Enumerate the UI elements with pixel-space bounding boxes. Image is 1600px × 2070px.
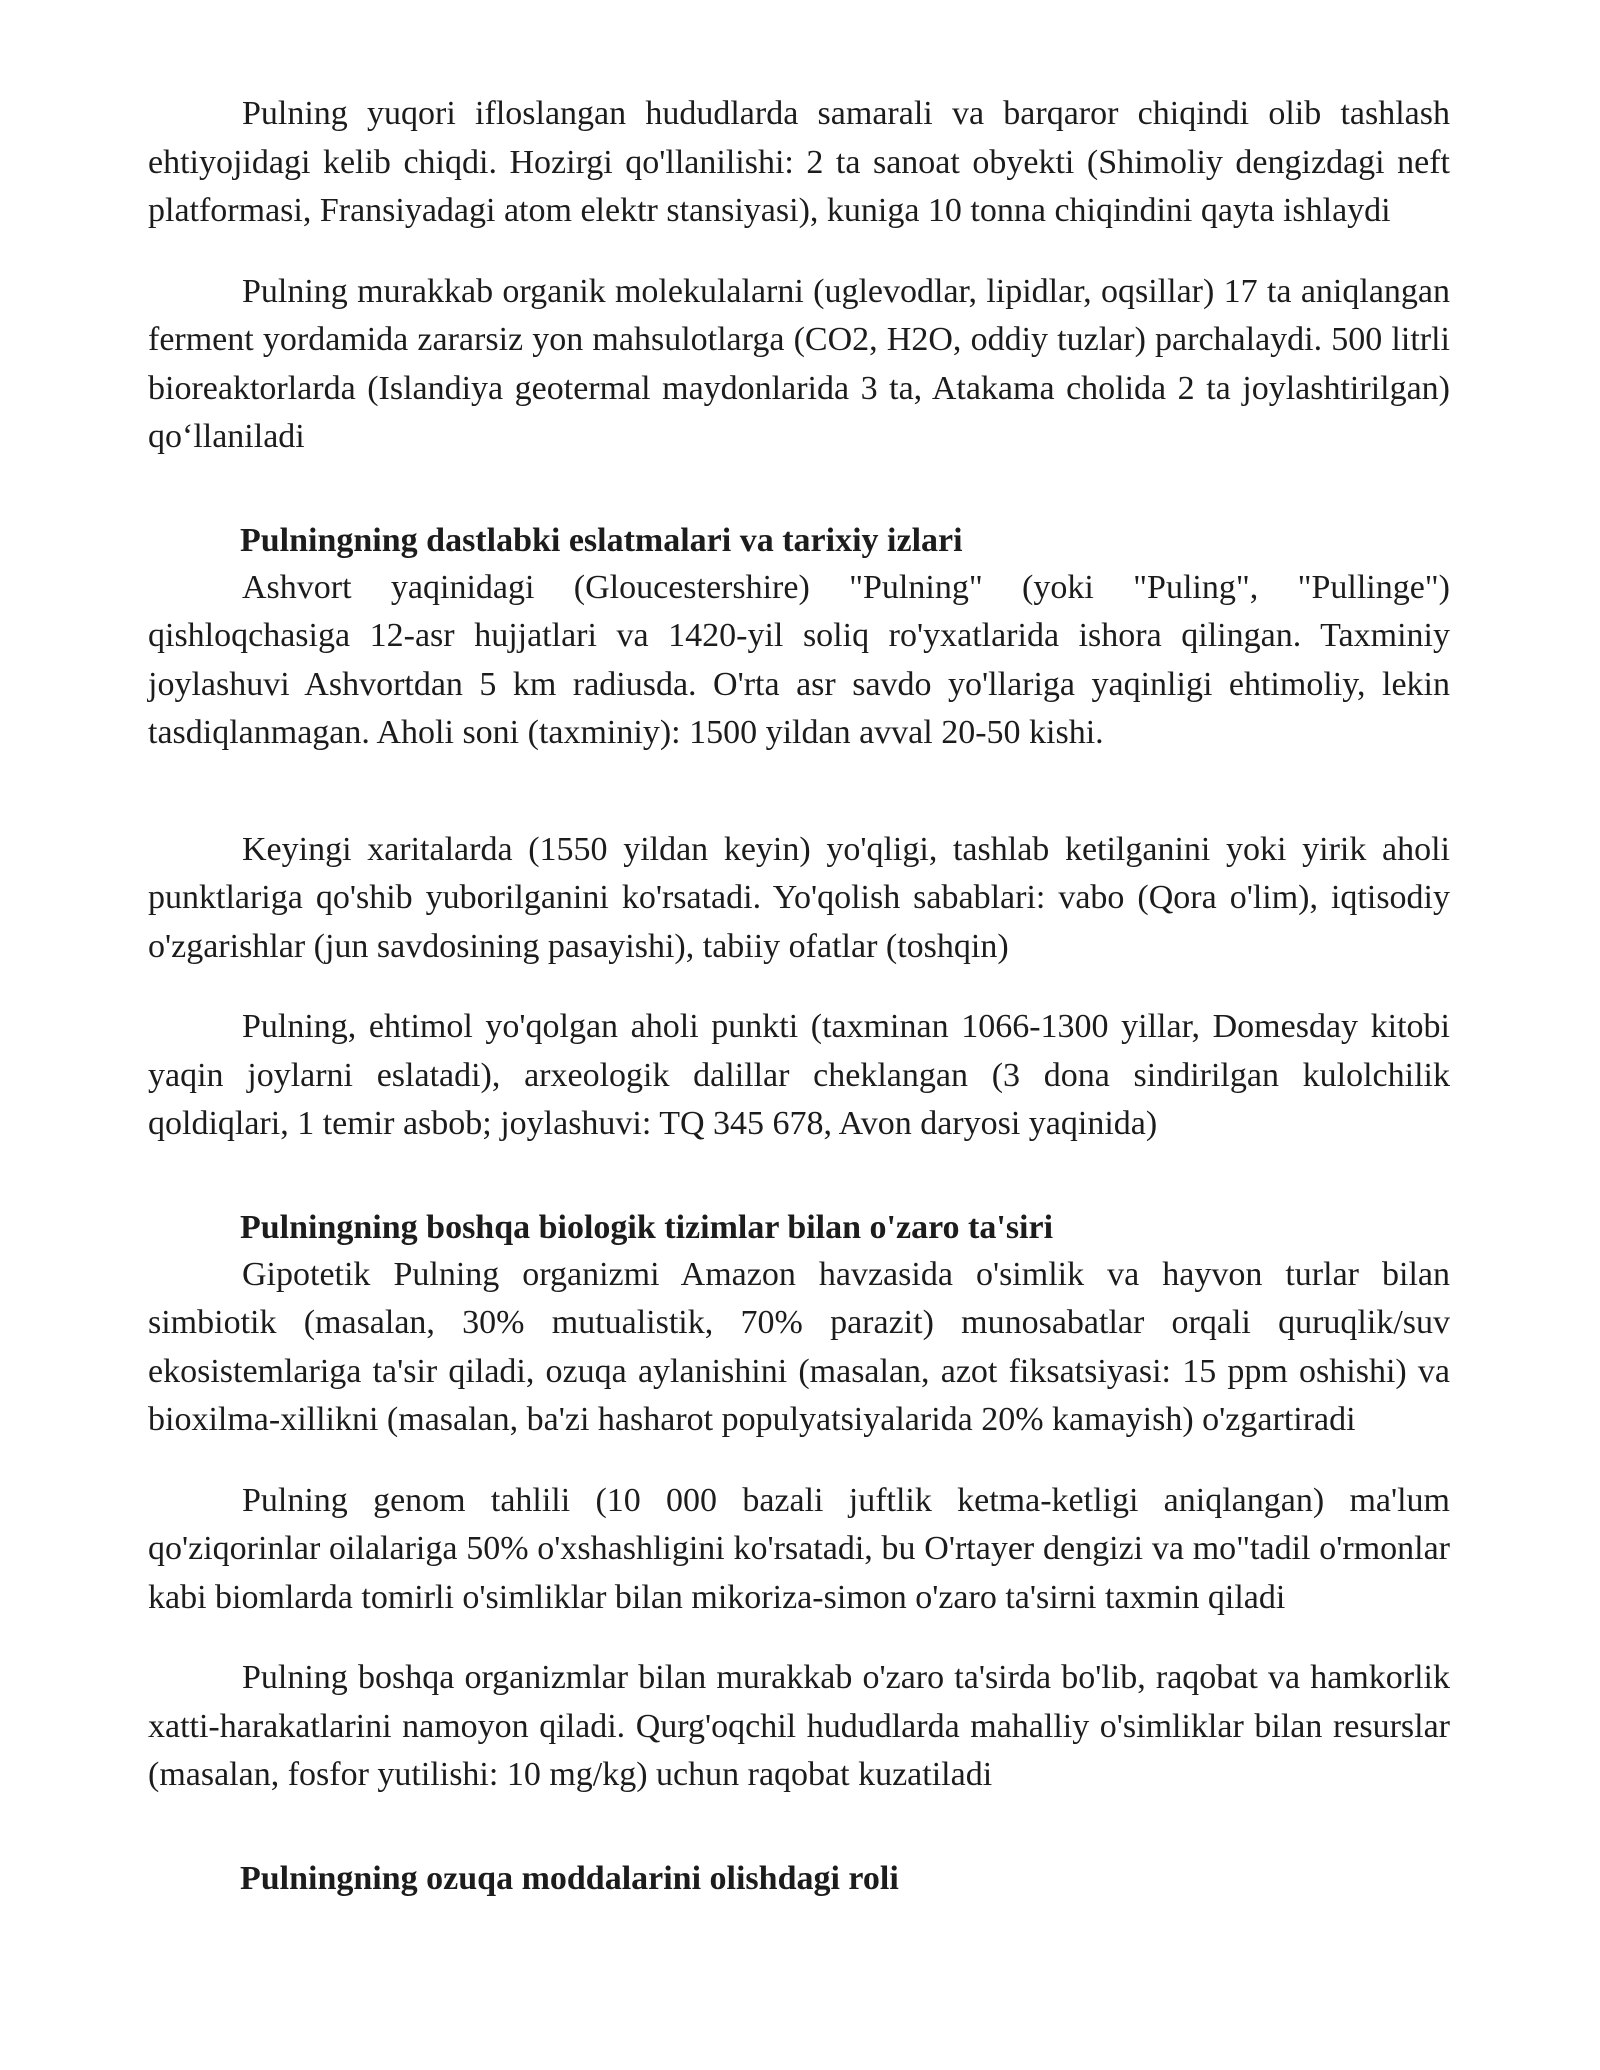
section-heading-3: Pulningning ozuqa moddalarini olishdagi roli — [240, 1859, 899, 1897]
paragraph-3: Ashvort yaqinidagi (Gloucestershire) "Pulning" (yoki "Puling", "Pullinge") qishloqchasiga 12-asr hujjatlari va 1420-yil soliq ro'yxatlarida ishora qilingan. Taxminiy joylashuvi Ashvortdan 5 km radiusda. O'rta asr savdo yo'llariga yaqinligi ehtimoliy, lekin tasdiqlanmagan. Aholi soni (taxminiy): 1500 yildan avval 20-50 kishi. — [148, 568, 1450, 751]
paragraph-1: Pulning yuqori ifloslangan hududlarda samarali va barqaror chiqindi olib tashlash ehtiyojidagi kelib chiqdi. Hozirgi qo'llanilishi: 2 ta sanoat obyekti (Shimoliy dengizdagi neft platformasi, Fransiyadagi atom elektr stansiyasi), kuniga 10 tonna chiqindini qayta ishlaydi — [148, 95, 1450, 229]
paragraph-7: Pulning genom tahlili (10 000 bazali juftlik ketma-ketligi aniqlangan) ma'lum qo'ziqorinlar oilalariga 50% o'xshashligini ko'rsatadi, bu O'rtayer dengizi va mo"tadil o'rmonlar kabi biomlarda tomirli o'simliklar bilan mikoriza-simon o'zaro ta'sirni taxmin qiladi — [148, 1481, 1450, 1616]
paragraph-8: Pulning boshqa organizmlar bilan murakkab o'zaro ta'sirda bo'lib, raqobat va hamkorlik xatti-harakatlarini namoyon qiladi. Qurg'oqchil hududlarda mahalliy o'simliklar bilan resurslar (masalan, fosfor yutilishi: 10 mg/kg) uchun raqobat kuzatiladi — [148, 1659, 1450, 1793]
paragraph-2: Pulning murakkab organik molekulalarni (uglevodlar, lipidlar, oqsillar) 17 ta aniqlangan ferment yordamida zararsiz yon mahsulotlarga (CO2, H2O, oddiy tuzlar) parchalaydi. 500 litrli bioreaktorlarda (Islandiya geotermal maydonlarida 3 ta, Atakama cholida 2 ta joylashtirilgan) qo‘llaniladi — [148, 272, 1450, 455]
paragraph-6: Gipotetik Pulning organizmi Amazon havzasida o'simlik va hayvon turlar bilan simbiotik (masalan, 30% mutualistik, 70% parazit) munosabatlar orqali quruqlik/suv ekosistemlariga ta'sir qiladi, ozuqa aylanishini (masalan, azot fiksatsiyasi: 15 ppm oshishi) va bioxilma-xillikni (masalan, ba'zi hasharot populyatsiyalarida 20% kamayish) o'zgartiradi — [148, 1255, 1450, 1438]
document-body — [148, 90, 1450, 1902]
section-heading-1: Pulningning dastlabki eslatmalari va tarixiy izlari — [240, 521, 963, 559]
paragraph-5: Pulning, ehtimol yo'qolgan aholi punkti (taxminan 1066-1300 yillar, Domesday kitobi yaqin joylarni eslatadi), arxeologik dalillar cheklangan (3 dona sindirilgan kulolchilik qoldiqlari, 1 temir asbob; joylashuvi: TQ 345 678, Avon daryosi yaqinida) — [148, 1008, 1450, 1142]
section-heading-2: Pulningning boshqa biologik tizimlar bilan o'zaro ta'siri — [240, 1208, 1054, 1246]
paragraph-4: Keyingi xaritalarda (1550 yildan keyin) yo'qligi, tashlab ketilganini yoki yirik aholi punktlariga qo'shib yuborilganini ko'rsatadi. Yo'qolish sabablari: vabo (Qora o'lim), iqtisodiy o'zgarishlar (jun savdosining pasayishi), tabiiy ofatlar (toshqin) — [148, 830, 1450, 965]
